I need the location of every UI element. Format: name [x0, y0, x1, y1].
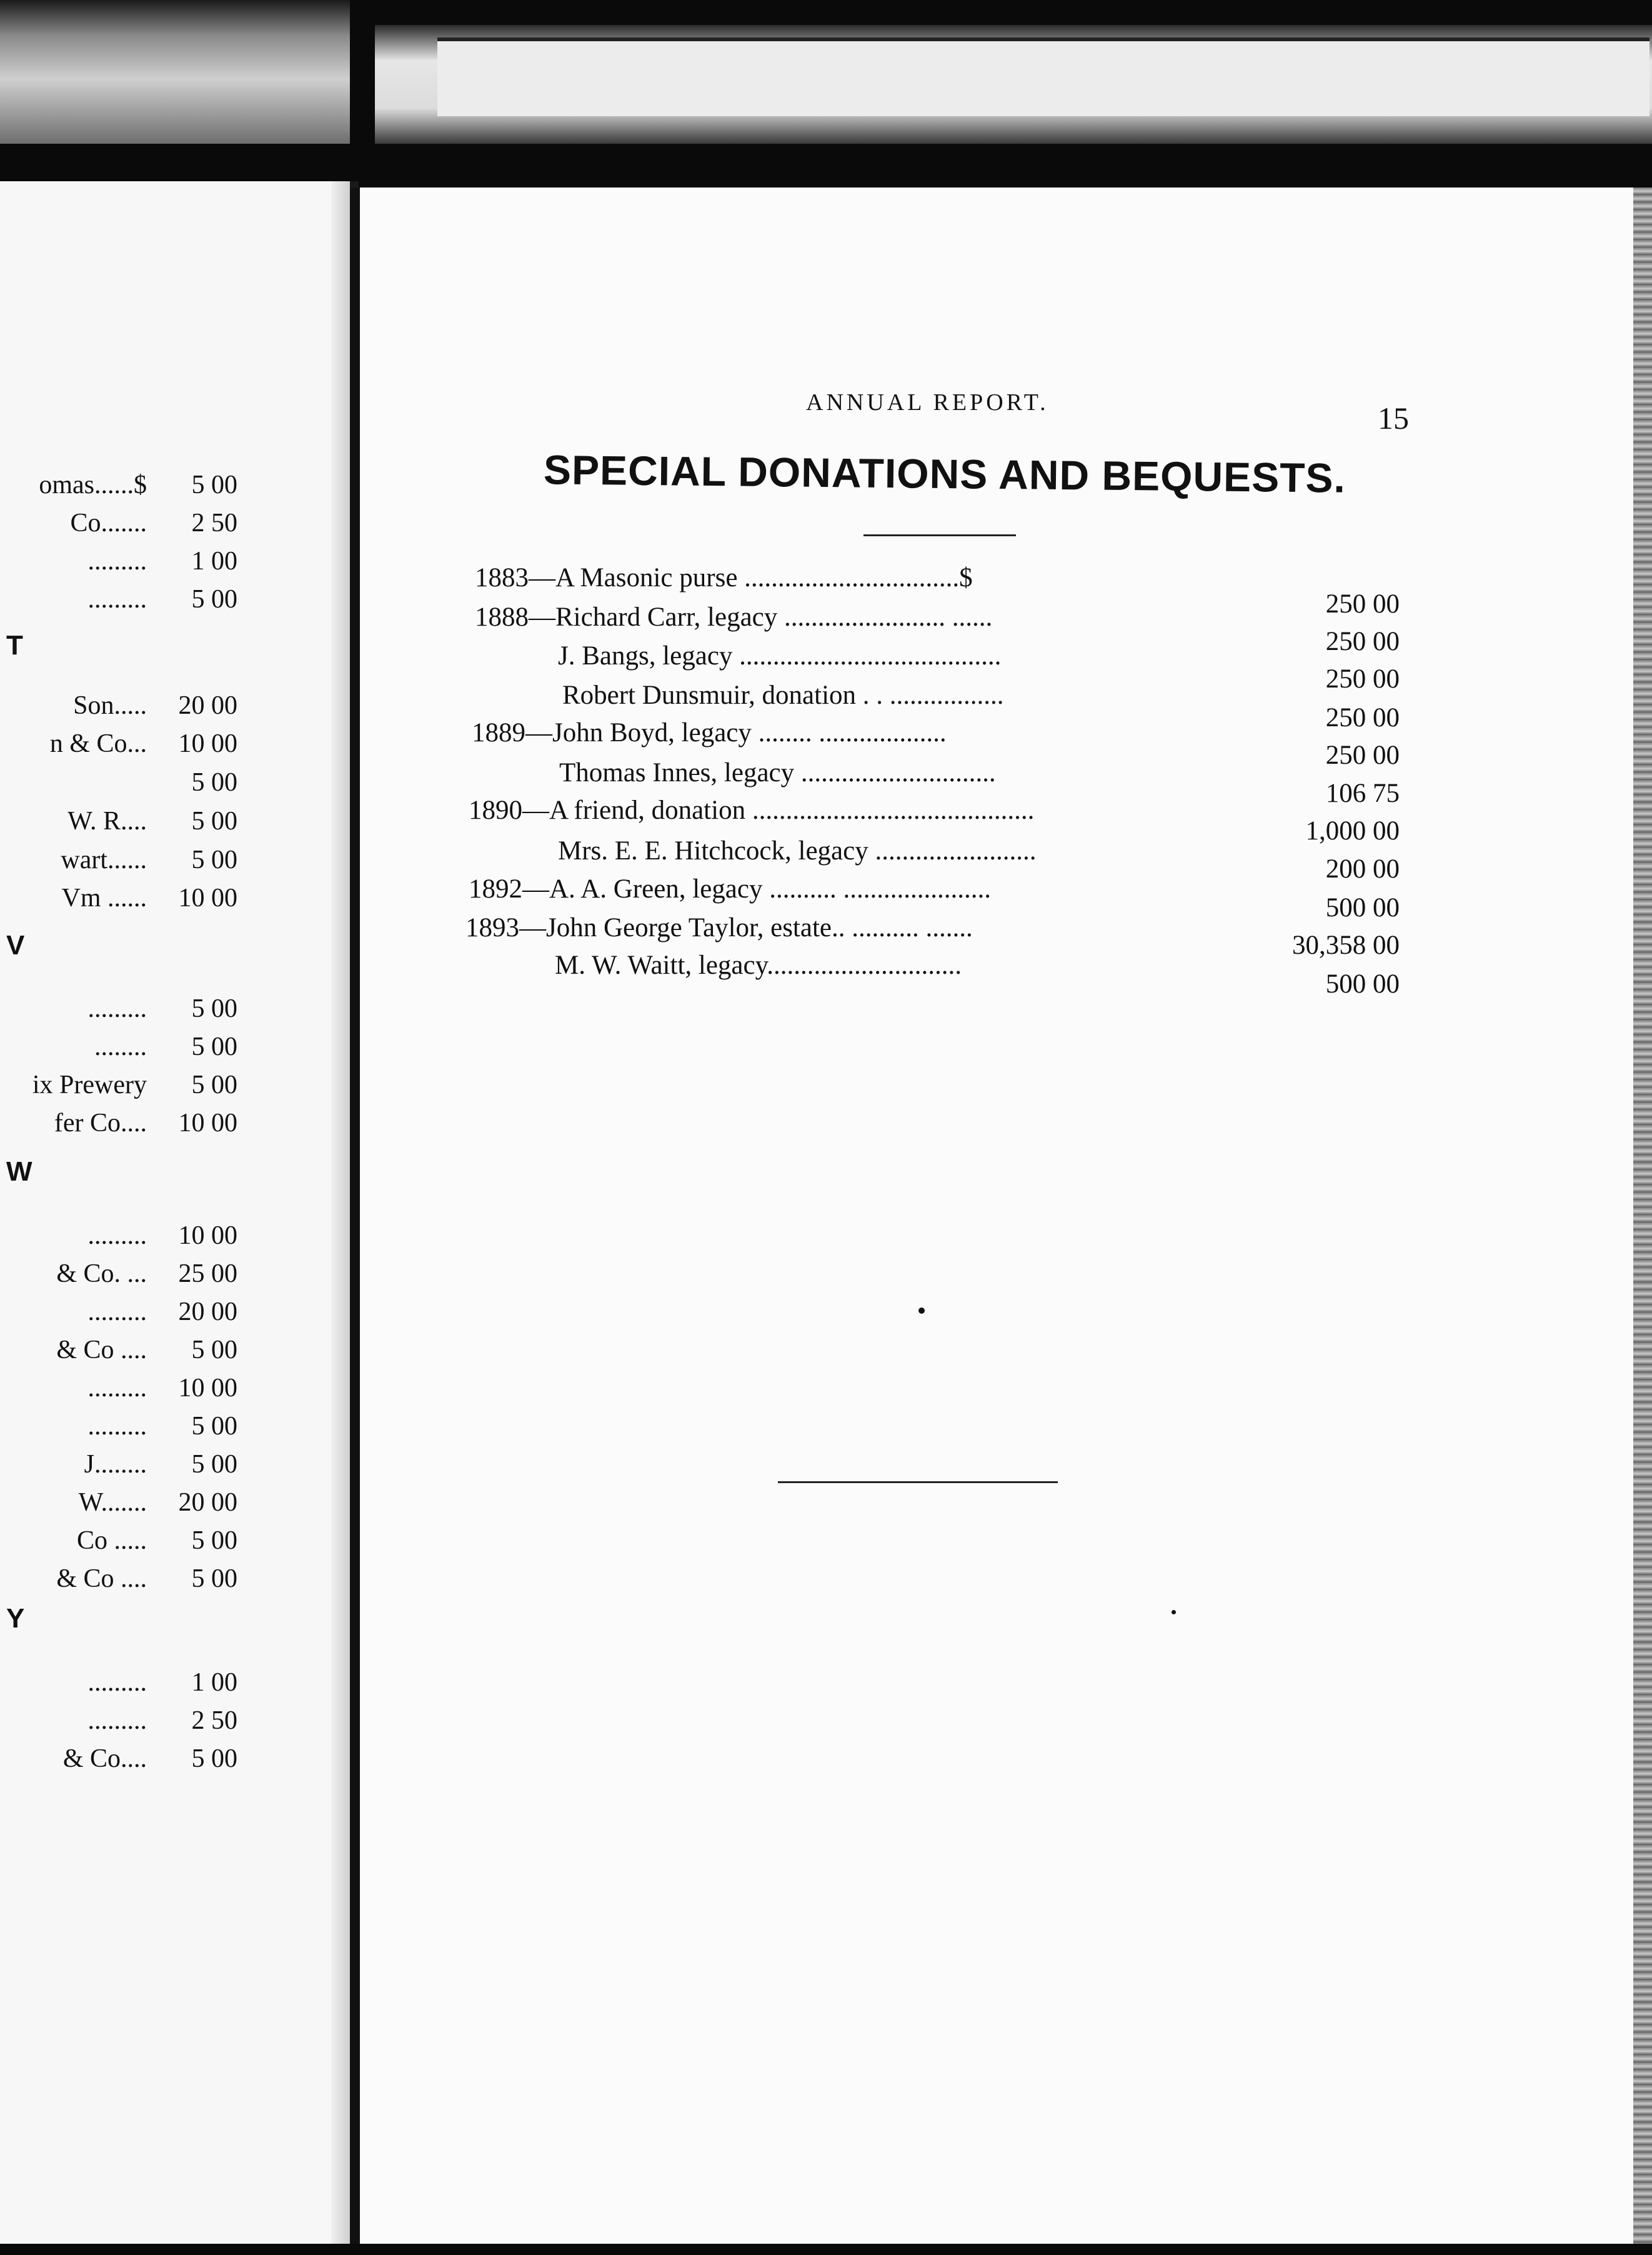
left-row-amount: 5 00 [191, 994, 237, 1023]
left-row-amount: 5 00 [191, 1412, 237, 1441]
left-row-amount: 5 00 [191, 585, 237, 614]
entry-text: M. W. Waitt, legacy............................. [555, 951, 962, 980]
left-row-amount: 5 00 [191, 1336, 237, 1364]
print-speck [1172, 1610, 1176, 1614]
entry-row [562, 680, 1004, 711]
left-row-amount: 20 00 [178, 691, 237, 720]
left-row-amount: 10 00 [178, 1374, 237, 1402]
entry-amount: 250 00 [1325, 664, 1400, 694]
entry-text: 1883—A Masonic purse ................................ [475, 563, 960, 592]
left-row-text: fer Co.... [54, 1109, 147, 1138]
left-row-text: ......... [87, 585, 147, 614]
running-head: ANNUAL REPORT. [806, 389, 1049, 416]
section-letter: T [6, 630, 23, 661]
left-row-amount: 5 00 [191, 1744, 237, 1773]
left-row-text: ix Prewery [32, 1071, 147, 1099]
left-page-gutter [331, 181, 350, 2244]
entry-amount: 200 00 [1325, 854, 1400, 884]
left-row-text: ......... [87, 1706, 147, 1735]
entry-row [469, 795, 1034, 826]
title-rule [863, 534, 1016, 536]
left-row-text: & Co .... [56, 1564, 147, 1593]
left-row-amount: 5 00 [191, 1526, 237, 1555]
currency-symbol: $ [959, 563, 973, 592]
left-row-text: & Co.... [62, 1744, 147, 1773]
entry-amount: 30,358 00 [1292, 931, 1400, 960]
left-row-amount: 20 00 [178, 1298, 237, 1326]
left-row-amount: 5 00 [191, 1032, 237, 1061]
left-row-text: Co....... [70, 509, 147, 538]
left-row-text: ......... [87, 547, 147, 576]
page-number: 15 [1378, 401, 1409, 436]
entry-row [472, 718, 947, 748]
entry-row [559, 758, 996, 788]
left-row-amount: 10 00 [178, 884, 237, 912]
left-row-text: ......... [87, 1298, 147, 1326]
left-row-text: W....... [78, 1488, 147, 1517]
entry-text: Thomas Innes, legacy ............................. [559, 758, 996, 788]
entry-text: Robert Dunsmuir, donation . . ................. [562, 681, 1004, 710]
left-row-text: wart...... [61, 846, 147, 874]
entry-text: Mrs. E. E. Hitchcock, legacy ........................ [558, 836, 1037, 866]
left-row-amount: 5 00 [191, 1450, 237, 1479]
entry-text: 1892—A. A. Green, legacy .......... ...................... [469, 874, 991, 904]
left-row-amount: 10 00 [178, 729, 237, 758]
left-row-amount: 2 50 [191, 1706, 237, 1735]
left-row-amount: 1 00 [191, 547, 237, 576]
left-row-amount: 10 00 [178, 1109, 237, 1138]
entry-amount: 250 00 [1325, 627, 1400, 656]
entry-amount: 250 00 [1325, 703, 1400, 732]
entry-amount: 500 00 [1325, 893, 1400, 922]
left-row-amount: 5 00 [191, 846, 237, 874]
entry-text: J. Bangs, legacy ....................................... [558, 641, 1002, 671]
entry-amount: 1,000 00 [1305, 816, 1400, 846]
left-row-amount: 5 00 [191, 1564, 237, 1593]
section-letter: Y [6, 1603, 25, 1634]
left-row-amount: 2 50 [191, 509, 237, 538]
left-row-text: n & Co... [49, 729, 147, 758]
left-row-text: Co ..... [76, 1526, 147, 1555]
page-edge [1633, 188, 1652, 2244]
left-row-amount: 5 00 [191, 471, 237, 499]
print-speck [918, 1308, 925, 1314]
entry-text: 1889—John Boyd, legacy ........ ................... [472, 718, 947, 748]
left-row-text: W. R.... [67, 807, 147, 836]
entry-row [555, 950, 962, 981]
entry-row [475, 562, 973, 593]
left-row-text: ......... [87, 1668, 147, 1697]
left-row-text: & Co. ... [56, 1259, 147, 1288]
closing-rule [778, 1481, 1058, 1483]
entry-amount: 500 00 [1325, 969, 1400, 999]
left-row-text: J........ [84, 1450, 147, 1479]
entry-text: 1893—John George Taylor, estate.. .......... ....... [465, 913, 973, 942]
left-row-amount: 5 00 [191, 807, 237, 836]
book-cover-strip [437, 38, 1650, 116]
left-row-text: & Co .... [56, 1336, 147, 1364]
entry-row [465, 912, 973, 943]
left-row-text: ......... [87, 1412, 147, 1441]
entry-text: 1888—Richard Carr, legacy ........................ ...... [475, 602, 993, 632]
left-row-amount: 1 00 [191, 1668, 237, 1697]
entry-amount: 250 00 [1325, 589, 1400, 619]
entry-row [475, 602, 992, 632]
left-row-amount: 5 00 [191, 1071, 237, 1099]
entry-amount: 250 00 [1325, 741, 1400, 770]
entry-row [558, 641, 1001, 671]
left-row-text: ......... [87, 994, 147, 1023]
page-title: SPECIAL DONATIONS AND BEQUESTS. [543, 446, 1346, 501]
left-row-amount: 10 00 [178, 1221, 237, 1250]
left-row-text: Son..... [73, 691, 147, 720]
left-row-amount: 20 00 [178, 1488, 237, 1517]
entry-row [558, 836, 1036, 866]
left-row-text: ......... [87, 1221, 147, 1250]
entry-amount: 106 75 [1325, 779, 1400, 808]
left-row-text: ......... [87, 1374, 147, 1402]
left-row-text: omas......$ [39, 471, 147, 499]
left-row-amount: 5 00 [191, 768, 237, 797]
left-row-amount: 25 00 [178, 1259, 237, 1288]
section-letter: V [6, 930, 25, 961]
section-letter: W [6, 1156, 32, 1187]
entry-row [469, 874, 991, 904]
entry-text: 1890—A friend, donation .......................................... [469, 796, 1035, 825]
book-cover-left [0, 0, 350, 144]
left-row-text: Vm ...... [61, 884, 147, 912]
left-row-text: ........ [94, 1032, 147, 1061]
